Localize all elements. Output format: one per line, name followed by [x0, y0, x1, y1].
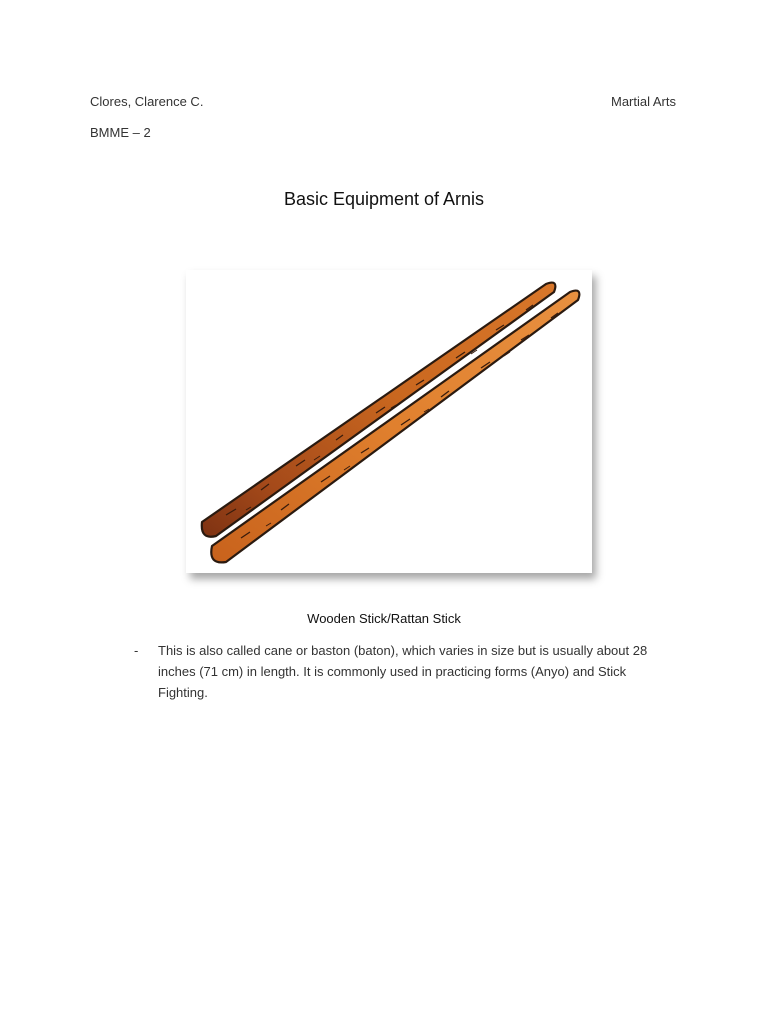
- lower-stick: [211, 291, 579, 563]
- bullet-text: This is also called cane or baston (baton), which varies in size but is usually about 28 inches (71 cm) in length. It is commonly used in practicing forms (Anyo) and Stick Fighting.: [158, 643, 648, 700]
- section-label: BMME – 2: [90, 125, 151, 140]
- author-name: Clores, Clarence C.: [90, 94, 204, 109]
- bullet-marker: -: [134, 643, 139, 658]
- page-title: Basic Equipment of Arnis: [283, 189, 485, 209]
- header-left: [90, 94, 203, 141]
- rattan-sticks-illustration: [186, 270, 592, 573]
- subject-label: Martial Arts: [610, 94, 676, 109]
- upper-stick: [202, 283, 556, 537]
- figure-caption: Wooden Stick/Rattan Stick: [307, 611, 461, 626]
- rattan-sticks-figure: [186, 270, 592, 573]
